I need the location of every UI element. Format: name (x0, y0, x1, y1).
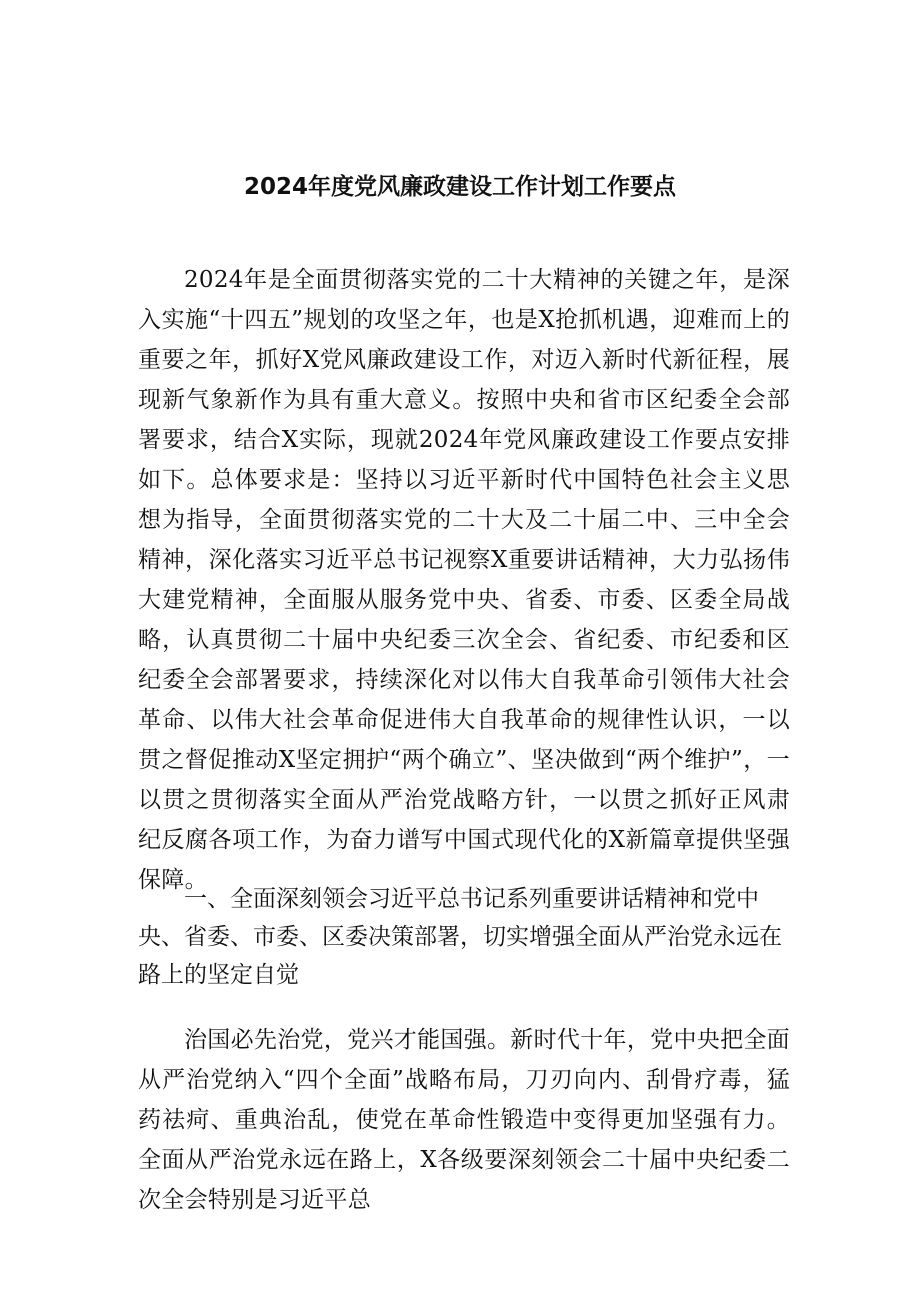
document-title: 2024年度党风廉政建设工作计划工作要点 (243, 174, 676, 200)
section-heading-1: 一、全面深刻领会习近平总书记系列重要讲话精神和党中央、省委、市委、区委决策部署，切实增强全面从严治党永远在路上的坚定自觉 (138, 886, 782, 988)
intro-paragraph: 2024年是全面贯彻落实党的二十大精神的关键之年，是深入实施“十四五”规划的攻坚之年，也是X抢抓机遇，迎难而上的重要之年，抓好X党风廉政建设工作，对迈入新时代新征程，展现新气象新作为具有重大意义。按照中央和省市区纪委全会部署要求，结合X实际，现就2024年党风廉政建设工作要点安排如下。总体要求是：坚持以习近平新时代中国特色社会主义思想为指导，全面贯彻落实党的二十大及二十届二中、三中全会精神，深化落实习近平总书记视察X重要讲话精神，大力弘扬伟大建党精神，全面服从服务党中央、省委、市委、区委全局战略，认真贯彻二十届中央纪委三次全会、省纪委、市纪委和区纪委全会部署要求，持续深化对以伟大自我革命引领伟大社会革命、以伟大社会革命促进伟大自我革命的规律性认识，一以贯之督促推动X坚定拥护“两个确立”、坚决做到“两个维护”，一以贯之贯彻落实全面从严治党战略方针，一以贯之抓好正风肃纪反腐各项工作，为奋力谱写中国式现代化的X新篇章提供坚强保障。 (138, 267, 790, 893)
section-1-paragraph: 治国必先治党，党兴才能国强。新时代十年，党中央把全面从严治党纳入“四个全面”战略布局，刀刃向内、刮骨疗毒，猛药祛疴、重典治乱，使党在革命性锻造中变得更加坚强有力。全面从严治党永远在路上，X各级要深刻领会二十届中央纪委二次全会特别是习近平总 (138, 1027, 790, 1213)
